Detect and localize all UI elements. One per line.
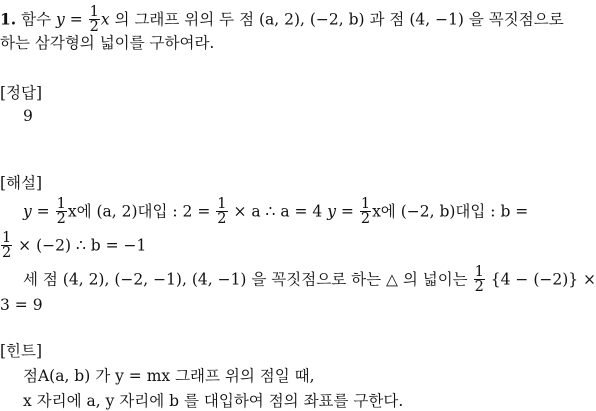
expl-y-equals: y = bbox=[23, 202, 50, 221]
expl-fraction-5 bbox=[474, 265, 485, 294]
expl-result-b: × (−2) ∴ b = −1 bbox=[18, 236, 147, 255]
explanation-header: [해설] bbox=[0, 174, 43, 192]
answer-header: [정답] bbox=[0, 84, 43, 102]
explanation-line-2 bbox=[0, 232, 146, 261]
fraction-numerator: 1 bbox=[56, 196, 66, 212]
fraction-numerator: 1 bbox=[474, 264, 484, 280]
explanation-line-4: 3 = 9 bbox=[0, 296, 43, 314]
fraction-denominator: 2 bbox=[56, 211, 66, 227]
expl-fraction-1 bbox=[56, 197, 67, 226]
problem-y-equals: y = bbox=[56, 10, 83, 29]
problem-fraction bbox=[89, 5, 100, 34]
fraction-denominator: 2 bbox=[217, 211, 227, 227]
fraction-denominator: 2 bbox=[474, 279, 484, 295]
problem-number: 1. bbox=[0, 9, 17, 29]
fraction-numerator: 1 bbox=[2, 230, 12, 246]
fraction-numerator: 1 bbox=[217, 196, 227, 212]
explanation-line-3 bbox=[23, 266, 596, 295]
problem-text-rest: 의 그래프 위의 두 점 (a, 2), (−2, b) 과 점 (4, −1) 을 꼭짓점으로 bbox=[114, 10, 564, 29]
expl-y-equals-2: y = bbox=[327, 202, 354, 221]
fraction-denominator: 2 bbox=[2, 245, 12, 261]
expl-triangle-text: 세 점 (4, 2), (−2, −1), (4, −1) 을 꼭짓점으로 하는 △ 의 넓이는 bbox=[23, 270, 468, 289]
answer-value: 9 bbox=[23, 107, 33, 125]
fraction-numerator: 1 bbox=[360, 196, 371, 212]
expl-area-formula: {4 − (−2)} × bbox=[490, 270, 596, 289]
expl-fraction-3 bbox=[360, 197, 371, 226]
expl-substitute-a: x에 (a, 2)대입 : 2 = bbox=[67, 202, 211, 221]
problem-line-2: 하는 삼각형의 넓이를 구하여라. bbox=[0, 34, 215, 52]
problem-x: x bbox=[100, 10, 110, 29]
hint-line-1: 점A(a, b) 가 y = mx 그래프 위의 점일 때, bbox=[23, 367, 315, 385]
expl-substitute-b: x에 (−2, b)대입 : b = bbox=[372, 202, 529, 221]
problem-line-1 bbox=[0, 6, 564, 35]
fraction-denominator: 2 bbox=[89, 19, 99, 35]
hint-line-2: x 자리에 a, y 자리에 b 를 대입하여 점의 좌표를 구한다. bbox=[23, 392, 404, 410]
fraction-numerator: 1 bbox=[89, 4, 99, 20]
fraction-denominator: 2 bbox=[360, 211, 371, 227]
explanation-line-1 bbox=[23, 198, 528, 227]
expl-fraction-2 bbox=[216, 197, 227, 226]
hint-header: [힌트] bbox=[0, 342, 43, 360]
problem-text-intro: 함수 bbox=[21, 10, 52, 29]
expl-result-a: × a ∴ a = 4 bbox=[233, 202, 323, 221]
expl-fraction-4 bbox=[1, 231, 12, 260]
